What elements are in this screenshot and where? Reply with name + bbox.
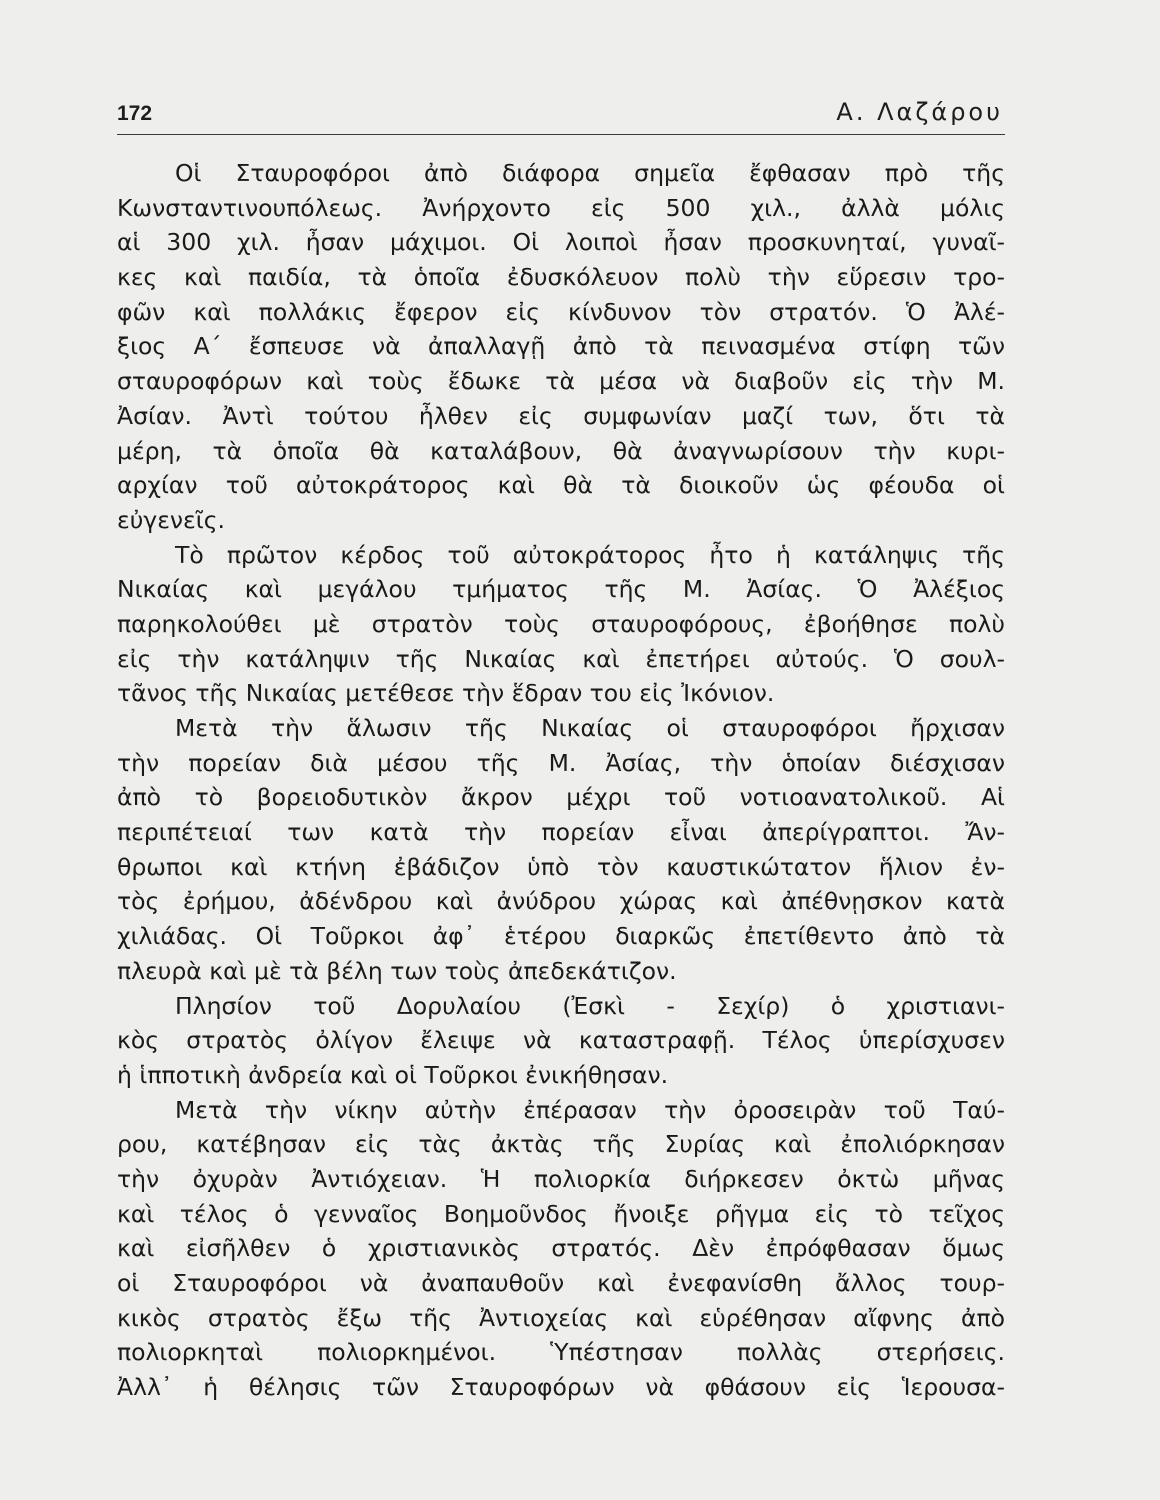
running-head <box>117 96 1005 136</box>
text-line: θρωποι καὶ κτήνη ἐβάδιζον ὑπὸ τὸν καυστικώτατον ἥλιον ἐν- <box>117 852 1005 881</box>
text-line: ἀπὸ τὸ βορειοδυτικὸν ἄκρον μέχρι τοῦ νοτιοανατολικοῦ. Αἱ <box>117 783 1005 812</box>
text-line: ἡ ἱπποτικὴ ἀνδρεία καὶ οἱ Τοῦρκοι ἐνικήθησαν. <box>117 1060 669 1089</box>
header-rule <box>117 134 1005 135</box>
text-line: τᾶνος τῆς Νικαίας μετέθεσε τὴν ἕδραν του εἰς Ἰκόνιον. <box>117 679 775 708</box>
text-line: Μετὰ τὴν ἅλωσιν τῆς Νικαίας οἱ σταυροφόροι ἤρχισαν <box>175 714 1005 742</box>
text-line: περιπέτειαί των κατὰ τὴν πορείαν εἶναι ἀπερίγραπτοι. Ἄν- <box>117 818 1005 847</box>
author-name: Α. Λαζάρου <box>836 98 1003 126</box>
text-line: εἰς τὴν κατάληψιν τῆς Νικαίας καὶ ἐπετήρει αὐτούς. Ὁ σουλ- <box>117 644 1005 673</box>
text-line: οἱ Σταυροφόροι νὰ ἀναπαυθοῦν καὶ ἐνεφανίσθη ἄλλος τουρ- <box>117 1269 1005 1297</box>
text-line: πλευρὰ καὶ μὲ τὰ βέλη των τοὺς ἀπεδεκάτιζον. <box>117 956 677 985</box>
text-line: Κωνσταντινουπόλεως. Ἀνήρχοντο εἰς 500 χιλ., ἀλλὰ μόλις <box>117 193 1005 222</box>
text-line: ρου, κατέβησαν εἰς τὰς ἀκτὰς τῆς Συρίας καὶ ἐπολιόρκησαν <box>117 1130 1005 1159</box>
text-line: καὶ τέλος ὁ γενναῖος Βοημοῦνδος ἤνοιξε ρῆγμα εἰς τὸ τεῖχος <box>117 1199 1005 1228</box>
text-line: Πλησίον τοῦ Δορυλαίου (Ἐσκὶ - Σεχίρ) ὁ χριστιανι- <box>175 991 1005 1020</box>
text-line: σταυροφόρων καὶ τοὺς ἔδωκε τὰ μέσα νὰ διαβοῦν εἰς τὴν Μ. <box>117 367 1005 396</box>
text-line: αἱ 300 χιλ. ἦσαν μάχιμοι. Οἱ λοιποὶ ἦσαν προσκυνηταί, γυναῖ- <box>117 228 1005 257</box>
text-line: Ἀσίαν. Ἀντὶ τούτου ἦλθεν εἰς συμφωνίαν μαζί των, ὅτι τὰ <box>117 401 1005 430</box>
text-line: Οἱ Σταυροφόροι ἀπὸ διάφορα σημεῖα ἔφθασαν πρὸ τῆς <box>175 159 1005 187</box>
text-line: κες καὶ παιδία, τὰ ὁποῖα ἐδυσκόλευον πολὺ τὴν εὕρεσιν τρο- <box>117 263 1005 292</box>
text-line: παρηκολούθει μὲ στρατὸν τοὺς σταυροφόρους, ἐβοήθησε πολὺ <box>117 609 1005 638</box>
text-line: εὐγενεῖς. <box>117 505 225 534</box>
text-line: Νικαίας καὶ μεγάλου τμήματος τῆς Μ. Ἀσίας. Ὁ Ἀλέξιος <box>117 575 1005 604</box>
text-line: κὸς στρατὸς ὀλίγον ἔλειψε νὰ καταστραφῇ. Τέλος ὑπερίσχυσεν <box>117 1026 1005 1055</box>
text-line: αρχίαν τοῦ αὐτοκράτορος καὶ θὰ τὰ διοικοῦν ὡς φέουδα οἱ <box>117 471 1005 500</box>
text-line: χιλιάδας. Οἱ Τοῦρκοι ἀφ᾿ ἑτέρου διαρκῶς ἐπετίθεντο ἀπὸ τὰ <box>117 922 1005 951</box>
text-line: καὶ εἰσῆλθεν ὁ χριστιανικὸς στρατός. Δὲν ἐπρόφθασαν ὅμως <box>117 1234 1005 1263</box>
text-line: Ἀλλ᾿ ἡ θέλησις τῶν Σταυροφόρων νὰ φθάσουν εἰς Ἱερουσα- <box>117 1373 1005 1402</box>
text-line: Μετὰ τὴν νίκην αὐτὴν ἐπέρασαν τὴν ὀροσειρὰν τοῦ Ταύ- <box>175 1095 1005 1124</box>
text-line: κικὸς στρατὸς ἔξω τῆς Ἀντιοχείας καὶ εὑρέθησαν αἴφνης ἀπὸ <box>117 1303 1005 1332</box>
text-line: τὴν ὀχυρὰν Ἀντιόχειαν. Ἡ πολιορκία διήρκεσεν ὀκτὼ μῆνας <box>117 1164 1005 1193</box>
text-line: πολιορκηταὶ πολιορκημένοι. Ὑπέστησαν πολλὰς στερήσεις. <box>117 1338 1005 1367</box>
page-number: 172 <box>117 102 153 125</box>
body-text <box>117 156 1005 1405</box>
text-line: μέρη, τὰ ὁποῖα θὰ καταλάβουν, θὰ ἀναγνωρίσουν τὴν κυρι- <box>117 436 1005 465</box>
text-line: Τὸ πρῶτον κέρδος τοῦ αὐτοκράτορος ἦτο ἡ κατάληψις τῆς <box>175 540 1005 569</box>
text-line: τὸς ἐρήμου, ἀδένδρου καὶ ἀνύδρου χώρας καὶ ἀπέθνῃσκον κατὰ <box>117 887 1005 916</box>
text-line: τὴν πορείαν διὰ μέσου τῆς Μ. Ἀσίας, τὴν ὁποίαν διέσχισαν <box>117 748 1005 777</box>
text-line: φῶν καὶ πολλάκις ἔφερον εἰς κίνδυνον τὸν στρατόν. Ὁ Ἀλέ- <box>117 297 1005 326</box>
text-line: ξιος Α΄ ἔσπευσε νὰ ἀπαλλαγῇ ἀπὸ τὰ πεινασμένα στίφη τῶν <box>117 332 1005 361</box>
